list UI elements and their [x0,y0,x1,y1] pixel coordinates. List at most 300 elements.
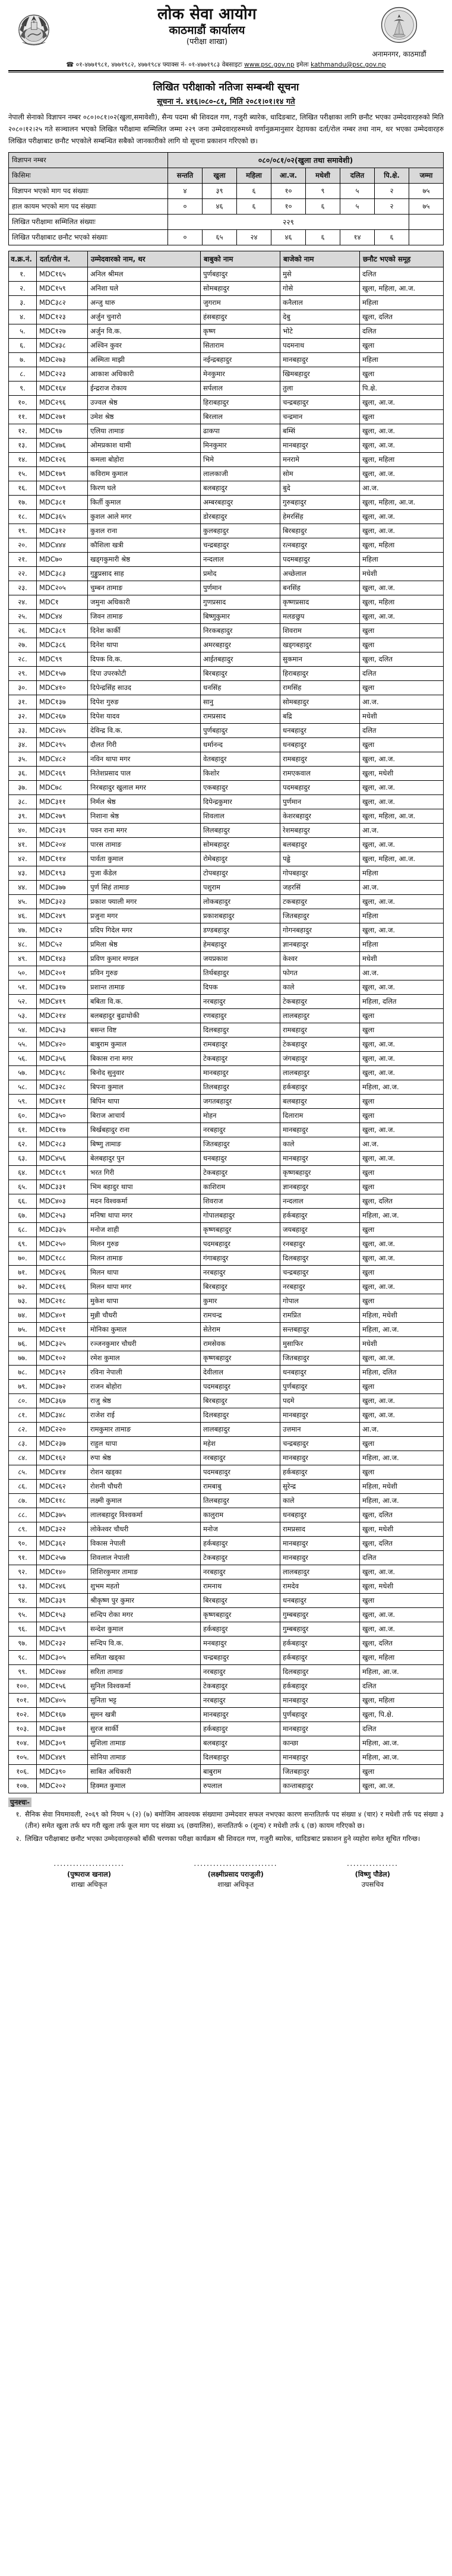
cell-father: हर्कबहादुर [201,1622,280,1636]
cell-name: बिराज आचार्य [88,1108,201,1123]
cell-father: रामचन्द्र [201,1308,280,1322]
cell-grandfather: कनैलाल [280,295,360,310]
cell-serial: ६२. [9,1137,37,1151]
cell-name: गुड्डुप्रसाद साह [88,566,201,581]
cell-name: बिपिन थापा [88,1094,201,1108]
cell-roll: MDC३२५ [37,1336,88,1351]
cell-grandfather: मानबहादुर [280,1451,360,1465]
cell-roll: MDC२५७ [37,1550,88,1565]
cell-roll: MDC१८९ [37,1165,88,1180]
table-row [9,1108,444,1123]
cell-grandfather: गोपाल [280,1294,360,1308]
cell-name: कविराम कुमाल [88,466,201,481]
cell-father: पुर्णबहादुर [201,723,280,737]
website-link[interactable]: www.psc.gov.np [244,61,295,68]
table-row [9,1265,444,1279]
footer-note-text: लिखित परीक्षाबाट छनौट भएका उम्मेदवारहरुको बाँकी चरणका परीक्षा कार्यक्रम श्री शिवदल गण, गजुरी ब्यारेक, धादिङबाट प्रकाशन हुने व्यहोरा समेत सूचित गरिन्छ। [25,1834,421,1843]
cell-roll: MDC३८६ [37,638,88,652]
table-row [9,1750,444,1764]
cell-father: बलबहादुर [201,1736,280,1750]
cell-group: खुला, मधेशी [360,1579,444,1593]
cell-serial: ९९. [9,1664,37,1679]
cell-serial: ९. [9,381,37,395]
cell-group: मधेशी [360,566,444,581]
cell-name: रुपा श्रेष्ठ [88,1451,201,1465]
cell-name: बाबुराम कुमाल [88,1037,201,1051]
cell-name: नविन थापा मगर [88,752,201,766]
table-row [9,666,444,680]
cell-roll: MDC११७ [37,1123,88,1137]
cell-grandfather: बम्सिं [280,424,360,438]
cell-roll: MDC४१४ [37,1465,88,1479]
cell-serial: ४९. [9,951,37,966]
cell-serial: ४५. [9,894,37,909]
table-row [9,1479,444,1493]
footer-note-number: २. [15,1834,21,1843]
cell-group: मधेशी [360,1336,444,1351]
cell-serial: २०. [9,538,37,552]
cell-serial: ७८. [9,1365,37,1379]
selected-khula: ६५ [203,229,237,245]
cell-name: सुशिला तामाङ [88,1736,201,1750]
cell-group: महिला [360,866,444,880]
cell-group: खुला, महिला [360,595,444,609]
table-row [9,794,444,809]
cell-roll: MDC४४४ [37,538,88,552]
cell-group: खुला, मधेशी [360,766,444,780]
signatory-role: शाखा अधिकृत [217,1880,254,1888]
cell-father: नरबहादुर [201,1565,280,1579]
cell-roll: MDC१४३ [37,951,88,966]
cell-group: खुला, आ.ज. [360,466,444,481]
cell-name: भरत गिरी [88,1165,201,1180]
cell-serial: ९२. [9,1565,37,1579]
cell-roll: MDC१६७ [37,1707,88,1721]
cell-roll: MDC१२३ [37,310,88,324]
cell-group: खुला [360,1222,444,1237]
cell-name: नितेशप्रसाद पाल [88,766,201,780]
cell-grandfather: हर्कबहादुर [280,1080,360,1094]
cell-grandfather: भोटे [280,324,360,338]
cell-roll: MDC१६४ [37,381,88,395]
cell-grandfather: मुसे [280,267,360,281]
category-header-madheshi: मधेशी [306,168,340,183]
table-row [9,1508,444,1522]
cell-name: एलिया तामाङ [88,424,201,438]
cell-father: देवीलाल [201,1365,280,1379]
table-row [9,1664,444,1679]
cell-group: खुला, आ.ज. [360,1351,444,1365]
table-row [9,994,444,1008]
cell-serial: ६६. [9,1194,37,1208]
cell-name: किर्ती कुमाल [88,495,201,509]
cell-group: महिला, मधेशी [360,1308,444,1322]
cell-father: नरबहादुर [201,1265,280,1279]
cell-father: पशुराम [201,880,280,894]
cell-father: जितबहादुर [201,1137,280,1151]
cell-grandfather: मानबहादुर [280,1536,360,1550]
cell-father: सर्पलाल [201,381,280,395]
cell-name: प्रदिप गिदेल मगर [88,923,201,937]
cell-group: खुला, दलित [360,1508,444,1522]
table-row [9,1008,444,1023]
cell-group: खुला [360,1294,444,1308]
cell-name: दिपेश यादव [88,709,201,723]
cell-name: कौशिला खत्री [88,538,201,552]
cell-roll: MDC३९२ [37,1365,88,1379]
cell-father: तिलबहादुर [201,1080,280,1094]
table-row [9,737,444,752]
cell-grandfather: उत्तमान [280,1422,360,1436]
cell-name: प्रजुना मगर [88,909,201,923]
table-row [9,1080,444,1094]
cell-grandfather: जितबहादुर [280,1351,360,1365]
cell-serial: ९३. [9,1579,37,1593]
cell-father: हंसबहादुर [201,310,280,324]
cell-grandfather: हिराबहादुर [280,666,360,680]
cell-name: शुभम महतो [88,1579,201,1593]
cell-father: धनबहादुर [201,1151,280,1165]
signature-block [194,1858,277,1890]
category-header-pikshe: पि.क्षे. [375,168,409,183]
cell-grandfather: चन्द्रबहादुर [280,395,360,409]
table-row [9,866,444,880]
signatory-name: (विष्णु पौडेल) [355,1869,390,1878]
cell-group: महिला, आ.ज. [360,1080,444,1094]
table-row [9,409,444,424]
cell-group: खुला, महिला [360,538,444,552]
table-row [9,1764,444,1779]
cell-father: टोपबहादुर [201,866,280,880]
advertisement-value: ०८०/०८१/०२(खुला तथा समावेशी) [168,152,444,168]
cell-group: महिला, आ.ज. [360,1750,444,1764]
cell-grandfather: दिलबहादुर [280,1664,360,1679]
cell-roll: MDC११४ [37,852,88,866]
cell-name: लक्ष्मी कुमाल [88,1493,201,1508]
cell-name: ओमप्रकाश थामी [88,438,201,452]
cell-father: कालुराम [201,1508,280,1522]
cell-father: हिराबहादुर [201,395,280,409]
cell-roll: MDC२६२ [37,1479,88,1493]
selected-madheshi: ६ [306,229,340,245]
cell-grandfather: धनबहादुर [280,1365,360,1379]
cell-roll: MDC३६५ [37,509,88,524]
cell-group: आ.ज. [360,481,444,495]
cell-serial: ८३. [9,1436,37,1451]
cell-father: बिरलाल [201,409,280,424]
cell-grandfather: लालबहादुर [280,1065,360,1080]
cell-group: दलित [360,1679,444,1693]
cell-roll: MDC११८ [37,1493,88,1508]
advertised-posts-khula: ३९ [203,183,237,198]
cell-father: मानबहादुर [201,1065,280,1080]
cell-serial: १०१. [9,1693,37,1707]
cell-name: मिलन गुरुङ [88,1237,201,1251]
cell-name: सन्दिप रोका मगर [88,1607,201,1622]
table-row [9,1180,444,1194]
cell-serial: ५७. [9,1065,37,1080]
table-row [9,310,444,324]
cell-grandfather: अच्छेलाल [280,566,360,581]
cell-group: खुला, आ.ज. [360,794,444,809]
cell-grandfather: गुम्बबहादुर [280,1622,360,1636]
cell-roll: MDC२०२ [37,1779,88,1793]
cell-name: बिनोद सुनुवार [88,1065,201,1080]
category-header-aaja: आ.ज. [271,168,306,183]
cell-grandfather: हर्कबहादुर [280,1636,360,1650]
cell-serial: ९७. [9,1636,37,1650]
cell-father: नरबहादुर [201,1693,280,1707]
cell-roll: MDC१२६ [37,452,88,466]
table-row [9,695,444,709]
cell-serial: ६. [9,338,37,352]
cell-name: मोनिका कुमाल [88,1322,201,1336]
cell-group: महिला [360,909,444,923]
cell-grandfather: सुकमान [280,652,360,666]
signatory-role: उपसचिव [361,1880,384,1888]
cell-roll: MDC३५६ [37,1051,88,1065]
cell-group: खुला, आ.ज. [360,1251,444,1265]
table-row [9,852,444,866]
cell-name: दिपा उपरकोटी [88,666,201,680]
psc-logo-block [355,6,444,59]
cell-roll: MDC१९३ [37,866,88,880]
cell-group: आ.ज. [360,880,444,894]
cell-father: महेश [201,1436,280,1451]
cell-serial: ४४. [9,880,37,894]
advertised-posts-pikshe: २ [375,183,409,198]
cell-name: रामकुमार तामाङ [88,1422,201,1436]
kisim-label: किसिमः [9,168,168,183]
cell-name: सरिता तामाङ [88,1664,201,1679]
cell-roll: MDC३३९ [37,1593,88,1607]
cell-group: आ.ज. [360,966,444,980]
cell-group: खुला, आ.ज. [360,524,444,538]
cell-name: रोशन खड्का [88,1465,201,1479]
cell-name: लोकेश्वर चौधरी [88,1522,201,1536]
cell-group: दलित [360,666,444,680]
cell-father: गंगाबहादुर [201,1251,280,1265]
cell-name: बिर्खबहादुर राना [88,1123,201,1137]
summary-row-advertised-posts [9,183,444,198]
cell-serial: ८१. [9,1408,37,1422]
cell-roll: MDC९७ [37,424,88,438]
cell-group: खुला, आ.ज. [360,438,444,452]
category-header-khula: खुला [203,168,237,183]
table-row [9,1365,444,1379]
table-row [9,1679,444,1693]
cell-serial: ६५. [9,1180,37,1194]
email-link[interactable]: kathmandu@psc.gov.np [311,61,386,68]
table-row [9,1721,444,1736]
cell-father: रुपलाल [201,1779,280,1793]
cell-name: बिकास राना मगर [88,1051,201,1065]
cell-father: मिनकुमार [201,438,280,452]
cell-father: लालकाजी [201,466,280,481]
cell-grandfather: खिमबहादुर [280,367,360,381]
cell-serial: ३. [9,295,37,310]
organization-name: लोक सेवा आयोग [157,5,257,23]
cell-serial: ८४. [9,1451,37,1465]
cell-grandfather: पुर्णबहादुर [280,1707,360,1721]
cell-group: खुला, महिला [360,1650,444,1664]
cell-group: मधेशी [360,709,444,723]
cell-group: खुला, मधेशी [360,1522,444,1536]
cell-name: मिलन तामाङ [88,1251,201,1265]
cell-roll: MDC२२३ [37,367,88,381]
cell-serial: ६०. [9,1108,37,1123]
cell-roll: MDC७८ [37,780,88,794]
cell-roll: MDC४०३ [37,1194,88,1208]
cell-serial: ७. [9,352,37,367]
cell-father: बिरबहादुर [201,1393,280,1408]
cell-name: चुम्बन तामाङ [88,581,201,595]
cell-roll: MDC२५३ [37,1208,88,1222]
cell-grandfather: लालबहादुर [280,1565,360,1579]
cell-group: महिला [360,552,444,566]
cell-grandfather: पढ्ढे [280,852,360,866]
table-row [9,609,444,623]
cell-name: राजु श्रेष्ठ [88,1393,201,1408]
cell-roll: MDC२९१ [37,1322,88,1336]
signatory-role: शाखा अधिकृत [71,1880,108,1888]
cell-father: ढाकपा [201,424,280,438]
cell-group: खुला, आ.ज. [360,1051,444,1065]
cell-father: कृष्ण [201,324,280,338]
table-row [9,1408,444,1422]
cell-group: खुला [360,1180,444,1194]
cell-group: महिला, मधेशी [360,1479,444,1493]
table-row [9,495,444,509]
cell-serial: ६३. [9,1151,37,1165]
cell-grandfather: कान्छा [280,1736,360,1750]
cell-serial: २८. [9,652,37,666]
cell-name: बसन्त विष्ट [88,1023,201,1037]
cell-roll: MDC१५७ [37,666,88,680]
table-row [9,980,444,994]
cell-grandfather: मानबहादुर [280,1151,360,1165]
cell-father: दिलबहादुर [201,1408,280,1422]
table-row [9,1636,444,1650]
cell-name: भिम बहादुर थापा [88,1180,201,1194]
office-name: काठमाडौं कार्यालय [169,24,245,37]
table-row [9,438,444,452]
cell-name: मिलन थापा मगर [88,1279,201,1294]
cell-serial: ९४. [9,1593,37,1607]
contact-line [8,61,444,69]
table-row [9,1707,444,1721]
cell-serial: ३१. [9,695,37,709]
cell-father: जयप्रकाश [201,951,280,966]
cell-name: मदन विश्वकर्मा [88,1194,201,1208]
cell-serial: ३०. [9,680,37,695]
table-row [9,1550,444,1565]
table-row [9,509,444,524]
table-row [9,1736,444,1750]
cell-name: पारस तामाङ [88,837,201,852]
table-row [9,552,444,566]
cell-serial: ८७. [9,1493,37,1508]
cell-group: खुला [360,1265,444,1279]
cell-roll: MDC१०२ [37,1351,88,1365]
cell-serial: २. [9,281,37,295]
current-posts-jamma: ७५ [409,198,444,214]
cell-group: महिला, आ.ज. [360,1493,444,1508]
cell-grandfather: रामएकवाल [280,766,360,780]
table-row [9,338,444,352]
cell-name: कुशल आले मगर [88,509,201,524]
cell-serial: १०५. [9,1750,37,1764]
cell-grandfather: काले [280,1137,360,1151]
signature-line: .......................... [194,1859,278,1868]
cell-serial: १०७. [9,1779,37,1793]
cell-name: बबिता वि.क. [88,994,201,1008]
cell-name: साबित अधिकारी [88,1764,201,1779]
table-row [9,752,444,766]
cell-roll: MDC२०४ [37,837,88,852]
cell-name: अस्मिता माझी [88,352,201,367]
cell-grandfather: पुर्णमान [280,794,360,809]
cell-grandfather: हेमरसिंह [280,509,360,524]
table-row [9,1536,444,1550]
cell-roll: MDC२२० [37,1422,88,1436]
cell-group: खुला, पि.क्षे. [360,1707,444,1721]
cell-serial: १००. [9,1679,37,1693]
table-row [9,680,444,695]
cell-father: शिवराज [201,1194,280,1208]
table-row [9,951,444,966]
cell-name: अन्जु थारु [88,295,201,310]
cell-group: महिला [360,295,444,310]
cell-serial: ३६. [9,766,37,780]
cell-name: निशाना श्रेष्ठ [88,809,201,823]
cell-grandfather: रामप्रसाद [280,1522,360,1536]
cell-name: मनोज शाही [88,1222,201,1237]
current-posts-madheshi: ६ [306,198,340,214]
cell-roll: MDC३७२ [37,1379,88,1393]
cell-name: पुजा कँडेल [88,866,201,880]
cell-grandfather: लालबहादुर [280,1008,360,1023]
cell-group: खुला [360,1465,444,1479]
cell-name: अर्जुन चुनारो [88,310,201,324]
cell-serial: ५८. [9,1080,37,1094]
signatory-name: (पुष्पराज खनाल) [67,1869,111,1878]
cell-father: नईन्द्रबहादुर [201,352,280,367]
cell-name: दिपेश गुरुङ [88,695,201,709]
cell-serial: ८८. [9,1508,37,1522]
table-row [9,1579,444,1593]
cell-group: खुला, आ.ज. [360,1393,444,1408]
cell-serial: १८. [9,509,37,524]
cell-father: कृष्णबहादुर [201,1222,280,1237]
cell-roll: MDC४४ [37,609,88,623]
cell-grandfather: तुला [280,381,360,395]
cell-group: खुला [360,1108,444,1123]
cell-group: खुला, आ.ज. [360,1779,444,1793]
attended-label: लिखित परीक्षामा सम्मिलित संख्याः [9,214,168,229]
signature-block [347,1858,399,1890]
cell-grandfather: जयबहादुर [280,1222,360,1237]
cell-roll: MDC१४० [37,1565,88,1579]
selected-jamma [409,229,444,245]
cell-serial: ११. [9,409,37,424]
cell-father: मानबहादुर [201,1707,280,1721]
cell-roll: MDC३६२ [37,1536,88,1550]
cell-name: राहुल थापा [88,1436,201,1451]
advertised-posts-santati: ४ [168,183,203,198]
header-divider [8,70,444,71]
table-row [9,1237,444,1251]
